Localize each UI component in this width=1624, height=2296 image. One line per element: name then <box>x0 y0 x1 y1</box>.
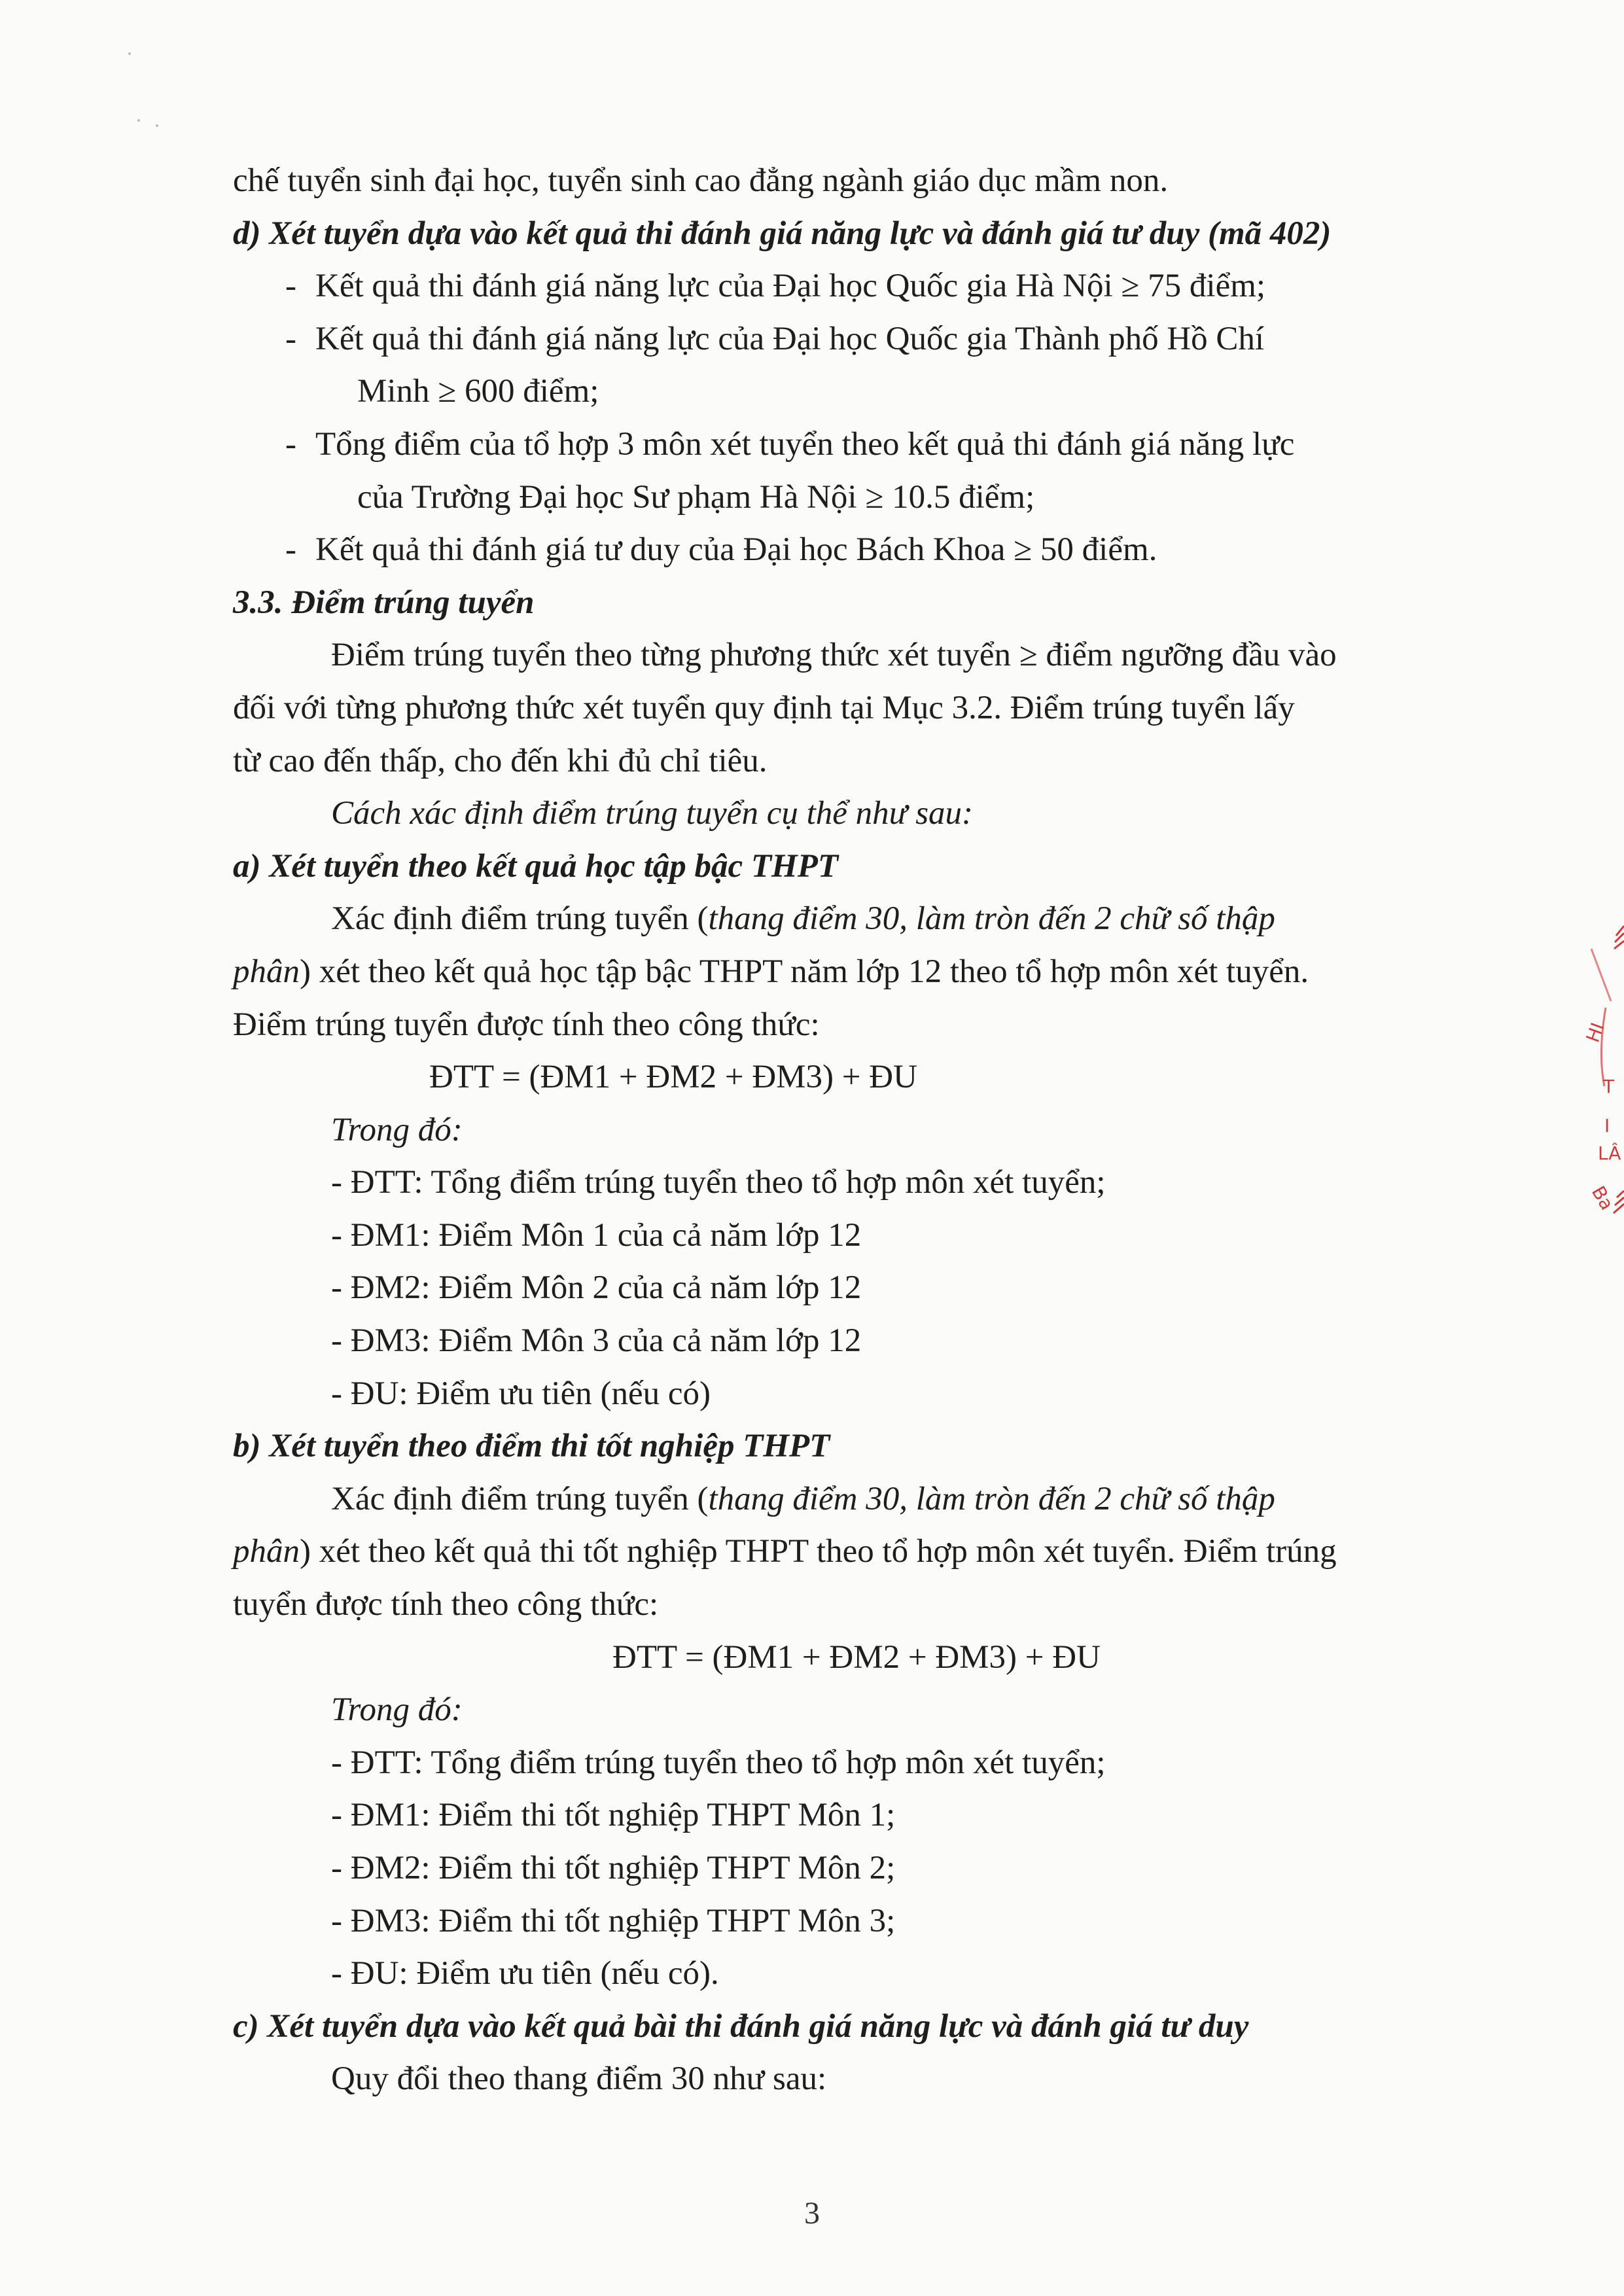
text-line: - ĐU: Điểm ưu tiên (nếu có) <box>331 1375 711 1412</box>
text-segment: phân <box>233 953 300 990</box>
text-line: chế tuyển sinh đại học, tuyển sinh cao đẳng ngành giáo dục mầm non. <box>233 162 1169 199</box>
formula: ĐTT = (ĐM1 + ĐM2 + ĐM3) + ĐU <box>429 1059 917 1096</box>
text-line: Trong đó: <box>331 1691 463 1729</box>
text-segment: ) xét theo kết quả thi tốt nghiệp THPT theo tổ hợp môn xét tuyển. Điểm trúng <box>300 1533 1337 1570</box>
text-line: - ĐTT: Tổng điểm trúng tuyển theo tổ hợp môn xét tuyển; <box>331 1744 1106 1781</box>
bullet-dash: - <box>285 425 296 463</box>
bullet-dash: - <box>285 531 296 569</box>
text-line: đối với từng phương thức xét tuyển quy định tại Mục 3.2. Điểm trúng tuyển lấy <box>233 689 1295 726</box>
svg-text:LÂ: LÂ <box>1598 1142 1621 1164</box>
scan-speck <box>156 124 158 127</box>
text-line <box>233 1525 1463 1578</box>
text-segment: ) xét theo kết quả học tập bậc THPT năm lớp 12 theo tổ hợp môn xét tuyển. <box>300 953 1309 990</box>
text-line: - ĐM1: Điểm thi tốt nghiệp THPT Môn 1; <box>331 1797 896 1834</box>
svg-text:HI: HI <box>1581 1019 1609 1046</box>
scan-speck <box>137 119 140 122</box>
bullet-item <box>233 260 1463 313</box>
section-heading: a) Xét tuyển theo kết quả học tập bậc THPT <box>233 847 838 885</box>
text-line: Quy đổi theo thang điểm 30 như sau: <box>331 2060 827 2098</box>
text-line: - ĐM1: Điểm Môn 1 của cả năm lớp 12 <box>331 1216 862 1254</box>
bullet-dash: - <box>285 268 296 305</box>
text-line: - ĐM3: Điểm Môn 3 của cả năm lớp 12 <box>331 1322 862 1360</box>
bullet-text: Kết quả thi đánh giá tư duy của Đại học Bách Khoa ≥ 50 điểm. <box>315 531 1157 569</box>
text-line <box>233 892 1463 945</box>
svg-text:I: I <box>1604 1115 1610 1137</box>
text-line: - ĐTT: Tổng điểm trúng tuyển theo tổ hợp môn xét tuyển; <box>331 1164 1106 1201</box>
text-segment: thang điểm 30, làm tròn đến 2 chữ số thập <box>708 1480 1275 1517</box>
bullet-item <box>233 418 1463 471</box>
stamp-fragment-icon <box>1552 923 1624 1224</box>
text-segment: Xác định điểm trúng tuyển ( <box>331 900 709 938</box>
text-line: Minh ≥ 600 điểm; <box>357 373 599 410</box>
svg-text:Ba: Ba <box>1587 1182 1618 1214</box>
text-line: - ĐM2: Điểm Môn 2 của cả năm lớp 12 <box>331 1269 862 1307</box>
bullet-text: Tổng điểm của tổ hợp 3 môn xét tuyển theo kết quả thi đánh giá năng lực <box>315 425 1295 463</box>
bullet-item <box>233 313 1463 366</box>
text-line: Điểm trúng tuyển được tính theo công thức: <box>233 1006 820 1043</box>
bullet-item <box>233 523 1463 576</box>
text-segment: phân <box>233 1533 300 1570</box>
text-line: - ĐU: Điểm ưu tiên (nếu có). <box>331 1955 719 1992</box>
text-line: từ cao đến thấp, cho đến khi đủ chỉ tiêu. <box>233 742 768 779</box>
section-heading: b) Xét tuyển theo điểm thi tốt nghiệp THPT <box>233 1428 830 1465</box>
text-line: Trong đó: <box>331 1111 463 1148</box>
bullet-text: Kết quả thi đánh giá năng lực của Đại học Quốc gia Thành phố Hồ Chí <box>315 320 1265 357</box>
text-line <box>233 945 1463 998</box>
text-line: tuyển được tính theo công thức: <box>233 1586 659 1623</box>
scan-speck <box>128 52 131 55</box>
page-body <box>233 154 1463 2106</box>
text-line: - ĐM3: Điểm thi tốt nghiệp THPT Môn 3; <box>331 1902 896 1939</box>
text-line: Cách xác định điểm trúng tuyển cụ thể như sau: <box>331 795 974 832</box>
formula: ĐTT = (ĐM1 + ĐM2 + ĐM3) + ĐU <box>612 1638 1101 1676</box>
text-segment: thang điểm 30, làm tròn đến 2 chữ số thập <box>708 900 1275 938</box>
text-line: - ĐM2: Điểm thi tốt nghiệp THPT Môn 2; <box>331 1850 896 1886</box>
bullet-dash: - <box>285 320 296 357</box>
text-line <box>233 1473 1463 1526</box>
section-heading: d) Xét tuyển dựa vào kết quả thi đánh giá năng lực và đánh giá tư duy (mã 402) <box>233 215 1332 252</box>
text-line: Điểm trúng tuyển theo từng phương thức xét tuyển ≥ điểm ngưỡng đầu vào <box>331 637 1337 674</box>
page-number: 3 <box>804 2196 820 2231</box>
section-heading: c) Xét tuyển dựa vào kết quả bài thi đánh giá năng lực và đánh giá tư duy <box>233 2007 1249 2045</box>
bullet-text: Kết quả thi đánh giá năng lực của Đại học Quốc gia Hà Nội ≥ 75 điểm; <box>315 268 1266 305</box>
svg-text:T: T <box>1603 1076 1615 1097</box>
section-heading: 3.3. Điểm trúng tuyển <box>233 584 535 621</box>
text-segment: Xác định điểm trúng tuyển ( <box>331 1480 709 1517</box>
text-line: của Trường Đại học Sư phạm Hà Nội ≥ 10.5 điểm; <box>357 478 1035 516</box>
